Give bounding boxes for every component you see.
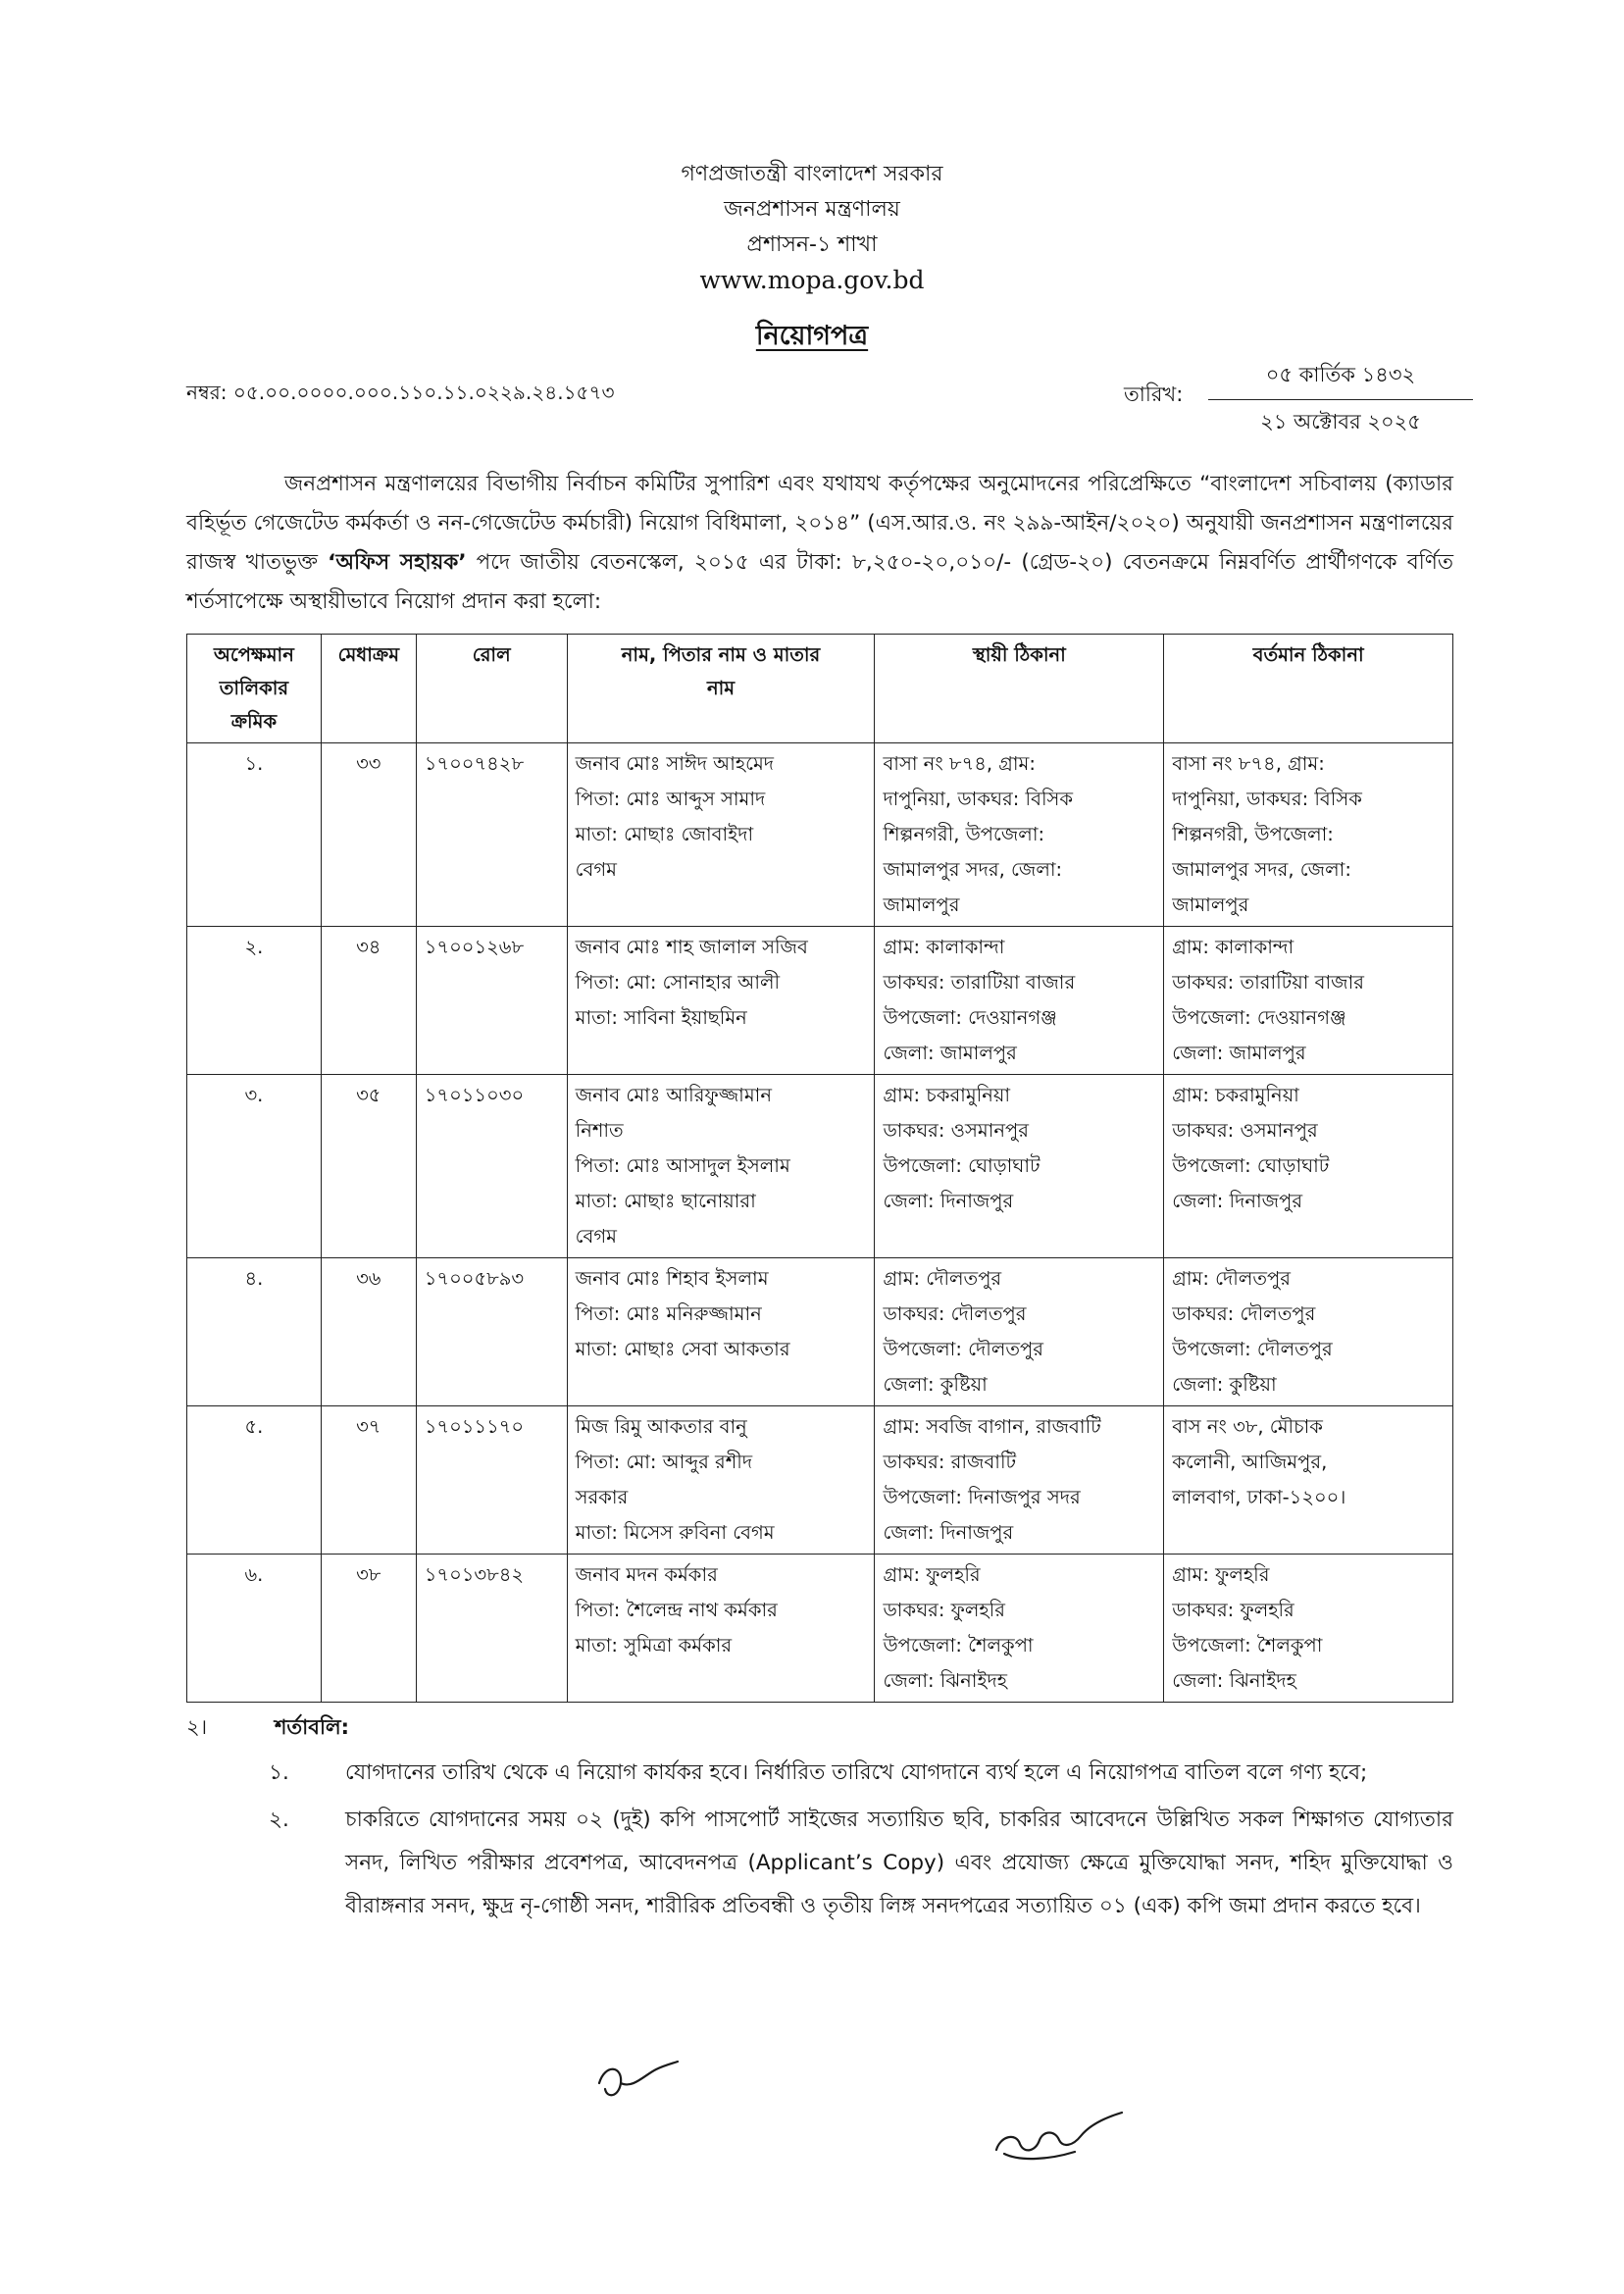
cell-line: উপজেলা: শৈলকুপা <box>1172 1634 1323 1657</box>
present-address-cell <box>1164 1555 1453 1703</box>
names-cell <box>567 1075 875 1258</box>
cell-line: উপজেলা: শৈলকুপা <box>883 1634 1034 1657</box>
roll-cell: ১৭০১১১৭০ <box>416 1406 567 1555</box>
serial-cell: ১. <box>187 743 322 927</box>
cell-line: গ্রাম: সবজি বাগান, রাজবাটি <box>883 1415 1101 1438</box>
condition-item <box>265 1752 1453 1795</box>
conditions-number: ২। <box>186 1715 208 1739</box>
table-row <box>187 1406 1453 1555</box>
condition-item <box>265 1799 1453 1928</box>
roll-cell: ১৭০০৫৮৯৩ <box>416 1258 567 1406</box>
roll-cell: ১৭০০৭৪২৮ <box>416 743 567 927</box>
document-title-text: নিয়োগপত্র <box>755 321 869 351</box>
condition-number: ১. <box>269 1760 289 1785</box>
date-english: ২১ অক্টোবর ২০২৫ <box>1260 410 1421 433</box>
intro-after: পদে জাতীয় বেতনস্কেল, ২০১৫ এর টাকা: ৮,২৫০-২০,০১০/- (গ্রেড-২০) বেতনক্রমে নিম্নবর্ণিত প্রার্থীগণকে বর্ণিত শর্তসাপেক্ষে অস্থায়ীভাবে নিয়োগ প্রদান করা হলো: <box>186 550 1453 614</box>
cell-line: জামালপুর সদর, জেলা: <box>883 858 1063 881</box>
cell-line: জেলা: দিনাজপুর <box>883 1521 1014 1544</box>
names-cell <box>567 1406 875 1555</box>
table-row <box>187 1075 1453 1258</box>
conditions-list <box>265 1752 1453 1932</box>
cell-line: ডাকঘর: তারাটিয়া বাজার <box>1172 971 1364 994</box>
cell-line: জেলা: ঝিনাইদহ <box>883 1669 1008 1692</box>
header-serial: অপেক্ষমান তালিকার ক্রমিক <box>187 635 322 743</box>
serial-cell: ৫. <box>187 1406 322 1555</box>
cell-line: সরকার <box>575 1486 629 1508</box>
cell-line: কলোনী, আজিমপুর, <box>1172 1451 1328 1473</box>
ministry-name: জনপ্রশাসন মন্ত্রণালয় <box>724 197 900 222</box>
cell-line: উপজেলা: দেওয়ানগঞ্জ <box>1172 1006 1346 1029</box>
roll-cell: ১৭০১১০৩০ <box>416 1075 567 1258</box>
cell-line: শিল্পনগরী, উপজেলা: <box>883 823 1045 845</box>
permanent-address-cell <box>875 927 1164 1075</box>
condition-number: ২. <box>269 1808 289 1832</box>
cell-line: লালবাগ, ঢাকা-১২০০। <box>1172 1486 1346 1508</box>
cell-line: উপজেলা: দেওয়ানগঞ্জ <box>883 1006 1057 1029</box>
cell-line: জেলা: দিনাজপুর <box>1172 1190 1303 1212</box>
cell-line: পিতা: শৈলেন্দ্র নাথ কর্মকার <box>575 1599 778 1621</box>
document-title <box>0 316 1624 360</box>
names-cell <box>567 1258 875 1406</box>
date-block <box>1208 359 1473 440</box>
cell-line: জনাব মোঃ সাঈদ আহমেদ <box>575 752 775 775</box>
cell-line: গ্রাম: চকরামুনিয়া <box>1172 1084 1299 1106</box>
cell-line: ডাকঘর: রাজবাটি <box>883 1451 1017 1473</box>
table-header-row <box>187 635 1453 743</box>
conditions-title: শর্তাবলি: <box>275 1715 350 1739</box>
present-address-cell <box>1164 1075 1453 1258</box>
cell-line: মাতা: মিসেস রুবিনা বেগম <box>575 1521 775 1544</box>
cell-line: জনাব মোঃ শাহ জালাল সজিব <box>575 936 808 958</box>
cell-line: জামালপুর সদর, জেলা: <box>1172 858 1351 881</box>
cell-line: উপজেলা: ঘোড়াঘাট <box>1172 1154 1330 1177</box>
branch-name: প্রশাসন-১ শাখা <box>746 232 878 257</box>
cell-line: ডাকঘর: দৌলতপুর <box>1172 1302 1316 1325</box>
cell-line: জেলা: জামালপুর <box>1172 1042 1306 1064</box>
cell-line: ডাকঘর: ফুলহরি <box>1172 1599 1294 1621</box>
table-body <box>187 743 1453 1703</box>
cell-line: বেগম <box>575 858 618 881</box>
intro-paragraph <box>186 465 1453 622</box>
merit-cell: ৩৭ <box>321 1406 416 1555</box>
cell-line: মাতা: সাবিনা ইয়াছমিন <box>575 1006 747 1029</box>
permanent-address-cell <box>875 1075 1164 1258</box>
merit-cell: ৩৪ <box>321 927 416 1075</box>
cell-line: জামালপুর <box>1172 893 1249 916</box>
memo-number: নম্বর: ০৫.০০.০০০০.০০০.১১০.১১.০২২৯.২৪.১৫৭৩ <box>186 381 615 404</box>
cell-line: উপজেলা: দিনাজপুর সদর <box>883 1486 1081 1508</box>
cell-line: জামালপুর <box>883 893 960 916</box>
names-cell <box>567 1555 875 1703</box>
condition-text: যোগদানের তারিখ থেকে এ নিয়োগ কার্যকর হবে। নির্ধারিত তারিখে যোগদানে ব্যর্থ হলে এ নিয়োগপত্র বাতিল বলে গণ্য হবে; <box>345 1760 1368 1785</box>
permanent-address-cell <box>875 1555 1164 1703</box>
cell-line: বাসা নং ৮৭৪, গ্রাম: <box>1172 752 1325 775</box>
cell-line: গ্রাম: ফুলহরি <box>883 1563 981 1586</box>
header-present-address: বর্তমান ঠিকানা <box>1164 635 1453 743</box>
condition-text: চাকরিতে যোগদানের সময় ০২ (দুই) কপি পাসপোর্ট সাইজের সত্যায়িত ছবি, চাকরির আবেদনে উল্লিখিত সকল শিক্ষাগত যোগ্যতার সনদ, লিখিত পরীক্ষার প্রবেশপত্র, আবেদনপত্র (Applicant’s Copy) এবং প্রযোজ্য ক্ষেত্রে মুক্তিযোদ্ধা সনদ, শহিদ মুক্তিযোদ্ধা ও বীরাঙ্গনার সনদ, ক্ষুদ্র নৃ-গোষ্ঠী সনদ, শারীরিক প্রতিবন্ধী ও তৃতীয় লিঙ্গ সনদপত্রের সত্যায়িত ০১ (এক) কপি জমা প্রদান করতে হবে। <box>345 1808 1453 1918</box>
cell-line: জেলা: কুষ্টিয়া <box>1172 1373 1277 1396</box>
serial-cell: ২. <box>187 927 322 1075</box>
cell-line: নিশাত <box>575 1119 624 1142</box>
merit-cell: ৩৮ <box>321 1555 416 1703</box>
names-cell <box>567 927 875 1075</box>
table-row <box>187 743 1453 927</box>
date-label: তারিখ: <box>1124 382 1184 406</box>
cell-line: দাপুনিয়া, ডাকঘর: বিসিক <box>883 788 1074 810</box>
cell-line: পিতা: মো: আব্দুর রশীদ <box>575 1451 753 1473</box>
cell-line: মাতা: মোছাঃ জোবাইদা <box>575 823 754 845</box>
merit-cell: ৩৫ <box>321 1075 416 1258</box>
cell-line: ডাকঘর: ফুলহরি <box>883 1599 1005 1621</box>
cell-line: দাপুনিয়া, ডাকঘর: বিসিক <box>1172 788 1362 810</box>
intro-before: জনপ্রশাসন মন্ত্রণালয়ের বিভাগীয় নির্বাচন কমিটির সুপারিশ এবং যথাযথ কর্তৃপক্ষের অনুমোদনের পরিপ্রেক্ষিতে “বাংলাদেশ সচিবালয় (ক্যাডার বহির্ভূত গেজেটেড কর্মকর্তা ও নন-গেজেটেড কর্মচারী) নিয়োগ বিধিমালা, ২০১৪” (এস.আর.ও. নং ২৯৯-আইন/২০২০) অনুযায়ী জনপ্রশাসন মন্ত্রণালয়ের রাজস্ব খাতভুক্ত <box>186 472 1453 575</box>
cell-line: গ্রাম: ফুলহরি <box>1172 1563 1270 1586</box>
header-merit: মেধাক্রম <box>321 635 416 743</box>
post-name: ‘অফিস সহায়ক’ <box>328 550 467 575</box>
cell-line: জেলা: দিনাজপুর <box>883 1190 1014 1212</box>
cell-line: মাতা: মোছাঃ সেবা আকতার <box>575 1338 790 1360</box>
cell-line: উপজেলা: দৌলতপুর <box>1172 1338 1333 1360</box>
cell-line: জেলা: কুষ্টিয়া <box>883 1373 988 1396</box>
permanent-address-cell <box>875 743 1164 927</box>
cell-line: মাতা: মোছাঃ ছানোয়ারা <box>575 1190 756 1212</box>
header-permanent-address: স্থায়ী ঠিকানা <box>875 635 1164 743</box>
serial-cell: ৬. <box>187 1555 322 1703</box>
present-address-cell <box>1164 1258 1453 1406</box>
permanent-address-cell <box>875 1258 1164 1406</box>
serial-cell: ৩. <box>187 1075 322 1258</box>
cell-line: উপজেলা: ঘোড়াঘাট <box>883 1154 1040 1177</box>
present-address-cell <box>1164 743 1453 927</box>
table-row <box>187 1555 1453 1703</box>
appointees-table <box>186 634 1453 1703</box>
names-cell <box>567 743 875 927</box>
initial-signature <box>593 2054 682 2113</box>
cell-line: পিতা: মোঃ মনিরুজ্জামান <box>575 1302 762 1325</box>
merit-cell: ৩৩ <box>321 743 416 927</box>
present-address-cell <box>1164 1406 1453 1555</box>
cell-line: ডাকঘর: ওসমানপুর <box>1172 1119 1318 1142</box>
cell-line: ডাকঘর: দৌলতপুর <box>883 1302 1027 1325</box>
cell-line: গ্রাম: দৌলতপুর <box>883 1267 1002 1290</box>
cell-line: মিজ রিমু আকতার বানু <box>575 1415 747 1438</box>
cell-line: বাসা নং ৮৭৪, গ্রাম: <box>883 752 1036 775</box>
cell-line: জেলা: ঝিনাইদহ <box>1172 1669 1296 1692</box>
cell-line: গ্রাম: চকরামুনিয়া <box>883 1084 1011 1106</box>
present-address-cell <box>1164 927 1453 1075</box>
cell-line: গ্রাম: কালাকান্দা <box>883 936 1005 958</box>
cell-line: উপজেলা: দৌলতপুর <box>883 1338 1043 1360</box>
date-bangla: ০৫ কার্তিক ১৪৩২ <box>1208 359 1473 400</box>
cell-line: ডাকঘর: তারাটিয়া বাজার <box>883 971 1076 994</box>
table-row <box>187 927 1453 1075</box>
cell-line: পিতা: মো: সোনাহার আলী <box>575 971 781 994</box>
cell-line: জনাব মদন কর্মকার <box>575 1563 718 1586</box>
cell-line: শিল্পনগরী, উপজেলা: <box>1172 823 1334 845</box>
header-names: নাম, পিতার নাম ও মাতার নাম <box>567 635 875 743</box>
government-name: গণপ্রজাতন্ত্রী বাংলাদেশ সরকার <box>681 162 943 186</box>
cell-line: জেলা: জামালপুর <box>883 1042 1017 1064</box>
cell-line: পিতা: মোঃ আসাদুল ইসলাম <box>575 1154 790 1177</box>
cell-line: মাতা: সুমিত্রা কর্মকার <box>575 1634 733 1657</box>
cell-line: বাস নং ৩৮, মৌচাক <box>1172 1415 1323 1438</box>
header-roll: রোল <box>416 635 567 743</box>
cell-line: জনাব মোঃ আরিফুজ্জামান <box>575 1084 772 1106</box>
table-row <box>187 1258 1453 1406</box>
cell-line: ডাকঘর: ওসমানপুর <box>883 1119 1029 1142</box>
website-link[interactable]: www.mopa.gov.bd <box>699 266 925 294</box>
cell-line: গ্রাম: দৌলতপুর <box>1172 1267 1291 1290</box>
permanent-address-cell <box>875 1406 1164 1555</box>
roll-cell: ১৭০০১২৬৮ <box>416 927 567 1075</box>
officer-signature <box>990 2107 1128 2175</box>
letterhead <box>0 157 1624 298</box>
roll-cell: ১৭০১৩৮৪২ <box>416 1555 567 1703</box>
cell-line: বেগম <box>575 1225 618 1248</box>
serial-cell: ৪. <box>187 1258 322 1406</box>
merit-cell: ৩৬ <box>321 1258 416 1406</box>
cell-line: জনাব মোঃ শিহাব ইসলাম <box>575 1267 769 1290</box>
cell-line: গ্রাম: কালাকান্দা <box>1172 936 1294 958</box>
cell-line: পিতা: মোঃ আব্দুস সামাদ <box>575 788 766 810</box>
